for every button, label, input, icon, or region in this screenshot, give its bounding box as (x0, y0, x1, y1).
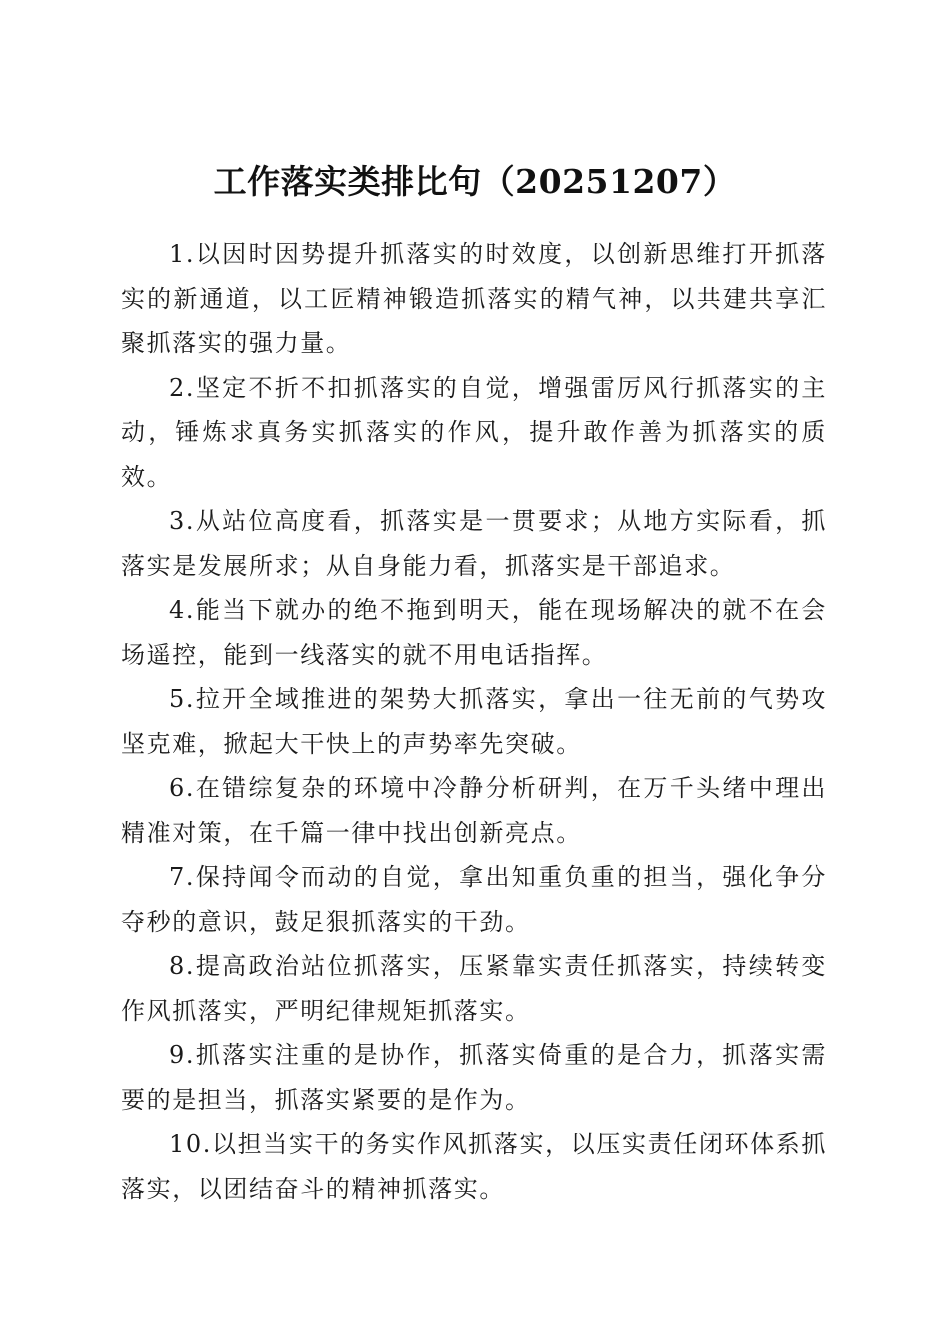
document-body (121, 232, 827, 1211)
paragraph: 1.以因时因势提升抓落实的时效度，以创新思维打开抓落实的新通道，以工匠精神锻造抓落实的精气神，以共建共享汇聚抓落实的强力量。 (121, 240, 827, 357)
paragraph: 2.坚定不折不扣抓落实的自觉，增强雷厉风行抓落实的主动，锤炼求真务实抓落实的作风，提升敢作善为抓落实的质效。 (121, 373, 827, 491)
paragraph: 5.拉开全域推进的架势大抓落实，拿出一往无前的气势攻坚克难，掀起大干快上的声势率先突破。 (121, 685, 827, 758)
paragraph: 6.在错综复杂的环境中冷静分析研判，在万千头绪中理出精准对策，在千篇一律中找出创新亮点。 (121, 774, 827, 847)
paragraph: 4.能当下就办的绝不拖到明天，能在现场解决的就不在会场遥控，能到一线落实的就不用电话指挥。 (121, 596, 827, 669)
paragraph: 7.保持闻令而动的自觉，拿出知重负重的担当，强化争分夺秒的意识，鼓足狠抓落实的干劲。 (121, 863, 827, 936)
paragraph: 10.以担当实干的务实作风抓落实，以压实责任闭环体系抓落实，以团结奋斗的精神抓落实。 (121, 1130, 827, 1203)
paragraph: 8.提高政治站位抓落实，压紧靠实责任抓落实，持续转变作风抓落实，严明纪律规矩抓落实。 (121, 952, 827, 1025)
paragraph: 3.从站位高度看，抓落实是一贯要求；从地方实际看，抓落实是发展所求；从自身能力看，抓落实是干部追求。 (121, 507, 827, 580)
document-title: 工作落实类排比句（20251207） (213, 162, 737, 202)
paragraph: 9.抓落实注重的是协作，抓落实倚重的是合力，抓落实需要的是担当，抓落实紧要的是作为。 (121, 1041, 827, 1114)
